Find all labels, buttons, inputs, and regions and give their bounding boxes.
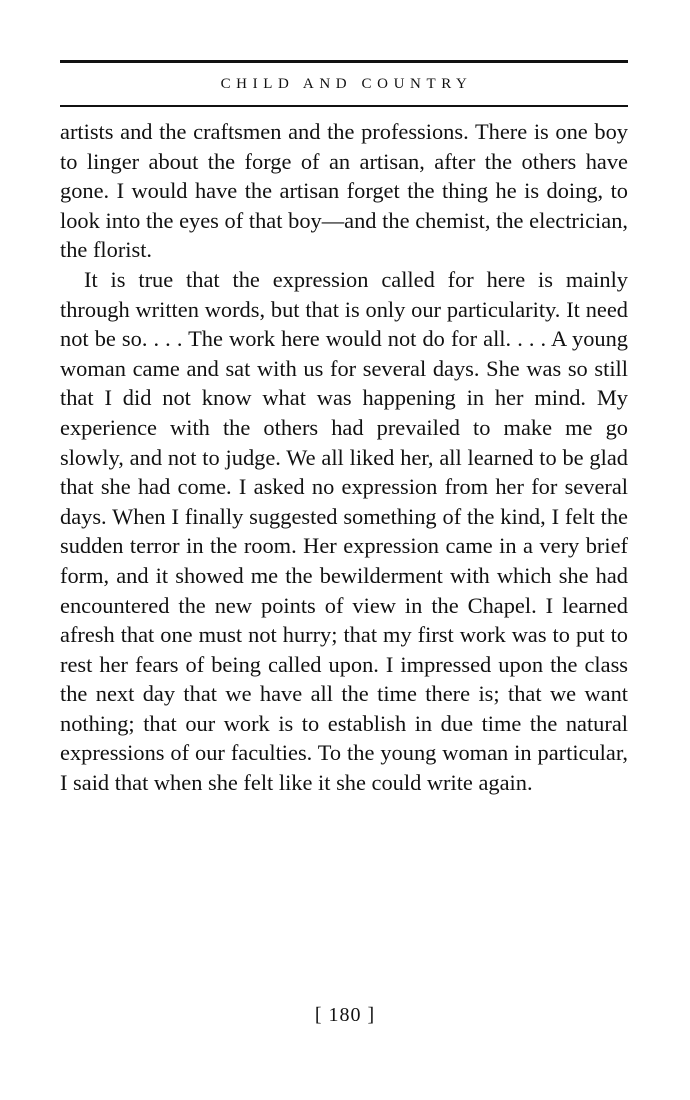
paragraph-2: It is true that the expression called for here is mainly through written words, but that is only our particularity. It need not be so. . . . The work here would not do for all. . . . A young woman came and sat with us for several days. She was so still that I did not know what was happening in her mind. My experience with the others had prevailed to make me go slowly, and not to judge. We all liked her, all learned to be glad that she had come. I asked no expression from her for several days. When I finally suggested something of the kind, I felt the sudden terror in the room. Her expression came in a very brief form, and it showed me the bewilderment with which she had encountered the new points of view in the Chapel. I learned afresh that one must not hurry; that my first work was to put to rest her fears of being called upon. I impressed upon the class the next day that we have all the time there is; that we want nothing; that our work is to establish in due time the natural expressions of our faculties. To the young woman in particular, I said that when she felt like it she could write again.: [60, 266, 628, 796]
header-rule-bottom: [60, 105, 628, 107]
paragraph-1: artists and the craftsmen and the professions. There is one boy to linger about the forge of an artisan, after the others have gone. I would have the artisan forget the thing he is doing, to look into the eyes of that boy—and the chemist, the electrician, the florist.: [60, 119, 628, 263]
running-head: CHILD AND COUNTRY: [220, 76, 473, 92]
page-number: [ 180 ]: [314, 1004, 376, 1026]
body-text: [60, 117, 628, 798]
book-page: [60, 60, 628, 798]
